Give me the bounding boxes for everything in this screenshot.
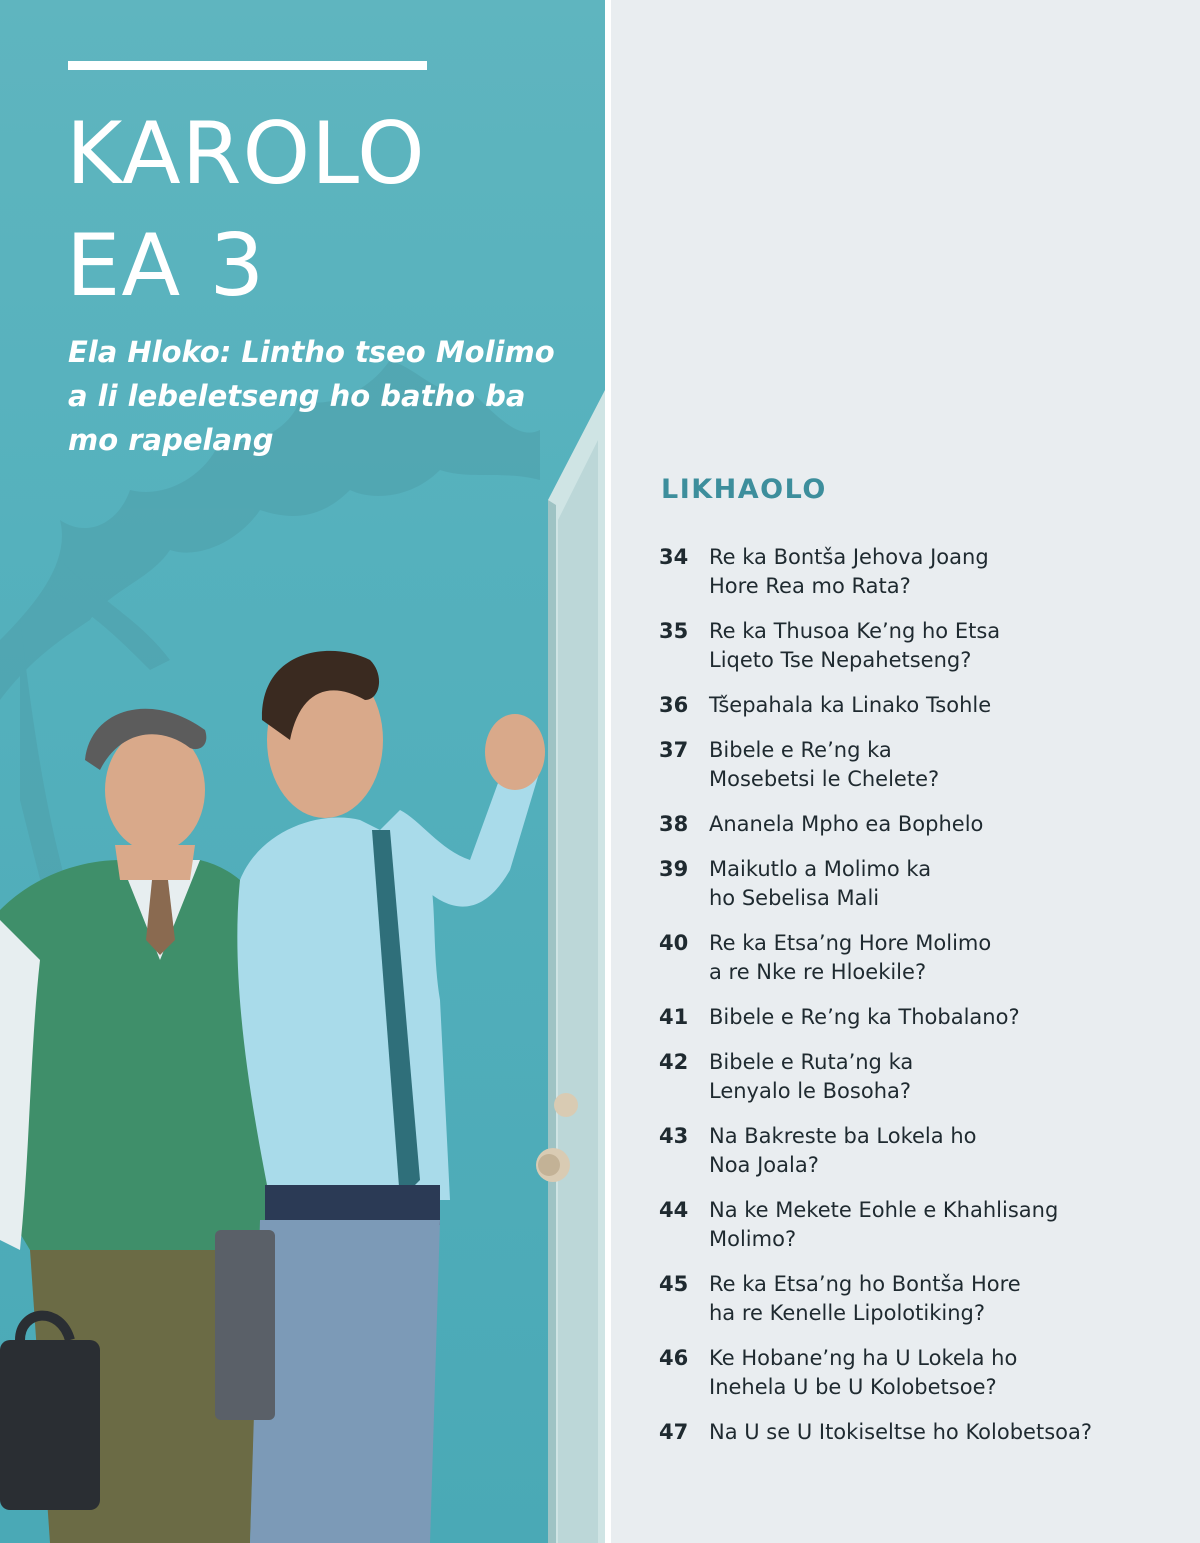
chapter-title-line1: Na ke Mekete Eohle e Khahlisang [709,1198,1059,1222]
younger-man-figure [215,651,545,1543]
chapter-number: 44 [659,1198,689,1222]
chapter-item-41[interactable] [659,1003,1189,1032]
chapter-item-37[interactable] [659,736,1189,794]
chapter-title-line1: Na U se U Itokiseltse ho Kolobetsoa? [709,1420,1092,1444]
title-rule [68,61,427,70]
contents-panel [611,0,1200,1543]
chapter-title [709,1270,1021,1328]
chapter-number: 43 [659,1124,689,1148]
chapter-title [709,1048,913,1106]
chapter-title-line1: Bibele e Re’ng ka Thobalano? [709,1005,1020,1029]
chapter-item-40[interactable] [659,929,1189,987]
chapter-title-line1: Na Bakreste ba Lokela ho [709,1124,977,1148]
chapter-number: 38 [659,812,689,836]
chapter-item-34[interactable] [659,543,1189,601]
door [536,390,605,1543]
chapter-item-47[interactable] [659,1418,1189,1447]
chapter-title-line2: Noa Joala? [709,1153,819,1177]
chapter-title [709,929,991,987]
chapter-title-line1: Tšepahala ka Linako Tsohle [709,693,992,717]
chapter-item-36[interactable] [659,691,1189,720]
chapter-title-line1: Bibele e Ruta’ng ka [709,1050,914,1074]
chapter-title [709,691,991,720]
chapter-item-39[interactable] [659,855,1189,913]
chapter-title-line2: Liqeto Tse Nepahetseng? [709,648,972,672]
chapter-title-line1: Ke Hobane’ng ha U Lokela ho [709,1346,1018,1370]
chapter-title-line2: a re Nke re Hloekile? [709,960,927,984]
chapter-number: 36 [659,693,689,717]
chapter-title-line1: Re ka Thusoa Ke’ng ho Etsa [709,619,1001,643]
chapter-list [659,543,1189,1463]
chapter-title-line2: Mosebetsi le Chelete? [709,767,940,791]
chapter-item-46[interactable] [659,1344,1189,1402]
chapter-title-line2: Molimo? [709,1227,797,1251]
part-title [66,98,426,322]
chapter-number: 39 [659,857,689,881]
chapter-item-44[interactable] [659,1196,1189,1254]
chapter-title [709,810,983,839]
chapter-title-line1: Re ka Bontša Jehova Joang [709,545,989,569]
chapter-title [709,1196,1058,1254]
chapter-number: 47 [659,1420,689,1444]
chapter-number: 37 [659,738,689,762]
chapter-title-line1: Bibele e Re’ng ka [709,738,892,762]
chapter-title [709,736,939,794]
chapter-number: 41 [659,1005,689,1029]
chapter-title-line2: ho Sebelisa Mali [709,886,880,910]
chapter-number: 46 [659,1346,689,1370]
chapter-title [709,1418,1092,1447]
chapter-item-35[interactable] [659,617,1189,675]
chapter-number: 34 [659,545,689,569]
chapter-number: 35 [659,619,689,643]
chapter-item-43[interactable] [659,1122,1189,1180]
contents-heading: LIKHAOLO [661,474,827,505]
chapter-item-38[interactable] [659,810,1189,839]
chapter-title [709,1003,1020,1032]
part-subtitle: Ela Hloko: Lintho tseo Molimo a li lebeletseng ho batho ba mo rapelang [68,335,555,457]
part-title-line1: KAROLO [66,104,426,204]
chapter-number: 42 [659,1050,689,1074]
chapter-number: 40 [659,931,689,955]
chapter-title [709,617,1000,675]
chapter-title-line2: Hore Rea mo Rata? [709,574,911,598]
chapter-title-line1: Maikutlo a Molimo ka [709,857,932,881]
chapter-item-42[interactable] [659,1048,1189,1106]
chapter-title [709,543,989,601]
chapter-title-line1: Re ka Etsa’ng ho Bontša Hore [709,1272,1021,1296]
chapter-title-line2: ha re Kenelle Lipolotiking? [709,1301,986,1325]
chapter-title [709,1344,1017,1402]
chapter-title [709,1122,976,1180]
chapter-number: 45 [659,1272,689,1296]
chapter-item-45[interactable] [659,1270,1189,1328]
chapter-title [709,855,931,913]
part-title-line2: EA 3 [66,216,266,316]
chapter-title-line2: Inehela U be U Kolobetsoe? [709,1375,997,1399]
chapter-title-line2: Lenyalo le Bosoha? [709,1079,912,1103]
chapter-title-line1: Ananela Mpho ea Bophelo [709,812,984,836]
chapter-title-line1: Re ka Etsa’ng Hore Molimo [709,931,992,955]
